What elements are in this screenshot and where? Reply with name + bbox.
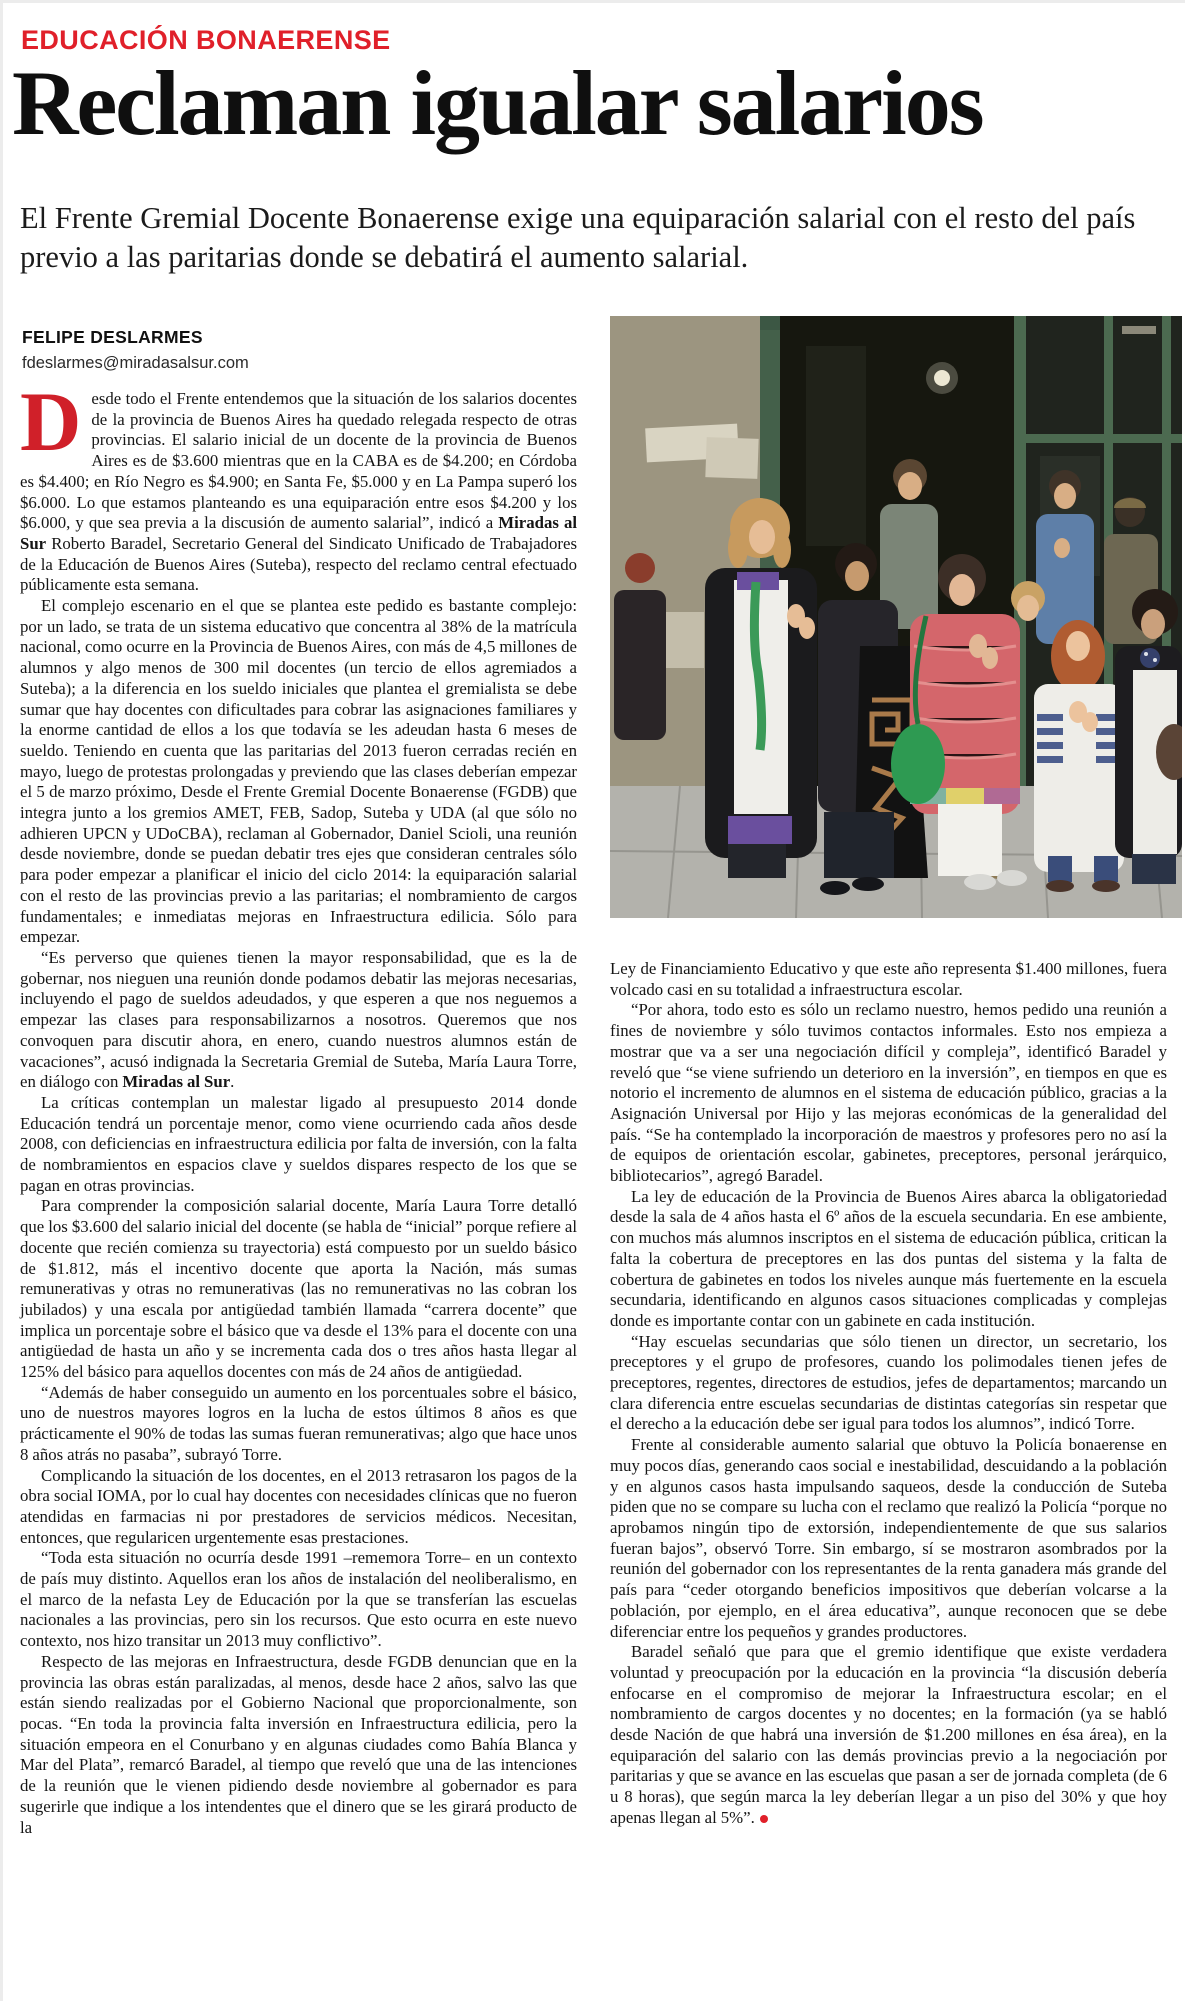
byline-email: fdeslarmes@miradasalsur.com bbox=[22, 354, 249, 372]
article-paragraph: “Por ahora, todo esto es sólo un reclamo nuestro, hemos pedido una reunión a fines de noviembre y sólo tuvimos contactos informales. Esto nos empieza a mostrar que va a ser una negociación difícil y compleja”, identificó Baradel y reveló que “se viene sufriendo un deterioro en la inversión”, en tiempos en que es notorio el incremento de alumnos en el sistema de educación público, gracias a la Asignación Universal por Hijo y las mejoras económicas de la generalidad del país. “Se ha contemplado la incorporación de maestros y profesores pero no así la de equipos de orientación escolar, gabinetes, preceptores, personal jerárquico, bibliotecarios”, agregó Baradel. bbox=[610, 1000, 1167, 1186]
article-paragraph: El complejo escenario en el que se plantea este pedido es bastante complejo: por un lado, se trata de un sistema educativo que concentra al 38% de la matrícula nacional, como ocurre en la Provincia de Buenos Aires, con más de 4,5 millones de alumnos y algo menos de 300 mil docentes (un tercio de ellos agremiados a Suteba); a la diferencia en los sueldo iniciales que plantea el gremialista se debe sumar que hay docentes con dificultades para cobrar las asignaciones familiares y la enorme cantidad de ellos a los que todavía se les adeudan hasta 6 meses de sueldo. Teniendo en cuenta que las paritarias del 2013 fueron cerradas recién en mayo, luego de protestas prolongadas y previendo que las clases deberían empezar el 5 de marzo próximo, Desde el Frente Gremial Docente Bonaerense (FGDB) que integra junto a los gremios AMET, FEB, Sadop, Suteba y UDA (al que sólo no adhieren UPCN y UDoCBA), reclaman al Gobernador, Daniel Scioli, una reunión desde noviembre, donde se puedan debatir tres ejes que consideran centrales sólo para poder empezar a planificar el inicio del ciclo 2014: la equiparación salarial con el resto de las provincias previo a las paritarias; el nombramiento de cargos fundamentales; e inmediatas mejoras en Infraestructura edilicia. Sólo para empezar. bbox=[20, 596, 577, 947]
article-column-right bbox=[610, 959, 1167, 1969]
article-paragraph: Complicando la situación de los docentes, en el 2013 retrasaron los pagos de la obra social IOMA, por lo cual hay docentes con necesidades clínicas que no fueron atendidas en farmacias ni por prestadores de servicios médicos. Necesitan, entonces, que regularicen urgentemente esas prestaciones. bbox=[20, 1465, 577, 1547]
drop-cap: D bbox=[20, 375, 82, 469]
protest-photo-illustration bbox=[610, 316, 1182, 918]
article-paragraph: Para comprender la composición salarial docente, María Laura Torre detalló que los $3.600 del salario inicial del docente (se habla de “inicial” porque refiere al docente que recién comienza su trayectoria) está compuesto por un sueldo básico de $1.812, más el incentivo docente que aporta la Nación, más sumas remunerativas y otras no remunerativas (las no remunerativas no las cobran los jubilados) y una escala por antigüedad también llamada “carrera docente” que implica un porcentaje sobre el básico que va desde el 13% para el docente con una antigüedad de hasta un año y se incrementa cada dos o tres años hasta llegar al 125% del básico para aquellos docentes con más de 24 años de antigüedad. bbox=[20, 1196, 577, 1382]
article-deck: El Frente Gremial Docente Bonaerense exige una equiparación salarial con el resto del país previo a las paritarias donde se debatirá el aumento salarial. bbox=[20, 201, 1136, 274]
end-of-article-dot bbox=[760, 1815, 768, 1823]
section-kicker: EDUCACIÓN BONAERENSE bbox=[21, 25, 391, 55]
article-paragraph: “Hay escuelas secundarias que sólo tienen un director, un secretario, los preceptores y el grupo de profesores, cuando los polimodales tienen jefes de preceptores, regentes, directores de estudios, jefes de departamentos; marcando un clara diferencia entre escuelas secundarias de distintas categorías sin respetar que el derecho a la educación debe ser igual para todos los alumnos”, indicó Torre. bbox=[610, 1331, 1167, 1434]
article-paragraph: “Es perverso que quienes tienen la mayor responsabilidad, que es la de gobernar, nos nieguen una reunión donde podamos debatir las mejoras necesarias, incluyendo el pago de sueldos adeudados, y que esperen a que nos neguemos a empezar las clases para responsabilizarnos a nosotros. Queremos que nos convoquen para discutir ahora, en enero, cuando nuestros alumnos están de vacaciones”, acusó indignada la Secretaria Gremial de Suteba, María Laura Torre, en diálogo con Miradas al Sur. bbox=[20, 947, 577, 1092]
article-paragraph: Frente al considerable aumento salarial que obtuvo la Policía bonaerense en muy pocos días, generando caos social e inestabilidad, descuidando a la población y en algunos casos hasta impulsando saqueos, desde la conducción de Suteba piden que no se compare su lucha con el reclamo que realizó la Policía “porque no aprobamos ningún tipo de extorsión, independientemente de que sus salarios fueran bajos”, observó Torre. Sin embargo, sí se mostraron asombrados por la reunión del gobernador con los representantes de la renta ganadera más grande del país para “ceder otorgando beneficios impositivos que deberían volcarse a la población, por ejemplo, en el área educativa”, aunque reconocen que se debe diferenciar entre los pequeños y grandes productores. bbox=[610, 1435, 1167, 1641]
article-paragraph: “Toda esta situación no ocurría desde 1991 –rememora Torre– en un contexto de país muy distinto. Aquellos eran los años de instalación del neoliberalismo, en el marco de la nefasta Ley de Educación por la que se transferían las escuelas nacionales a las provincias, pero sin los recursos. Que esto ocurra en este nuevo contexto, nos hizo transitar un 2013 muy conflictivo”. bbox=[20, 1548, 577, 1651]
article-paragraph: Baradel señaló que para que el gremio identifique que existe verdadera voluntad y preocupación por la educación en la provincia “la discusión debería enfocarse en el compromiso de mejorar la Infraestructura escolar; en el nombramiento de cargos docentes y no docentes; en la formación (ya se habló desde Nación de que habrá una inversión de $1.200 millones en ésa área), en la equiparación del salario con las demás provincias previo a la negociación por paritarias y que se avance en las escuelas que pasan a ser de jornada completa (de 6 u 8 horas), que según marca la ley deberían llegar a un piso del 30% y que hoy apenas llegan al 5%”. bbox=[610, 1642, 1167, 1827]
byline-author: FELIPE DESLARMES bbox=[22, 327, 203, 347]
byline bbox=[22, 327, 249, 373]
article-paragraph: La críticas contemplan un malestar ligado al presupuesto 2014 donde Educación tendrá un porcentaje menor, como viene ocurriendo cada años desde 2008, con deficiencias en infraestructura edilicia por falta de inversión, con la falta de nombramientos en espacios clave y sueldos dispares respecto de los que se pagan en otras provincias. bbox=[20, 1092, 577, 1195]
article-column-left bbox=[20, 375, 577, 1964]
article-photo bbox=[610, 316, 1182, 918]
article-paragraph: La ley de educación de la Provincia de Buenos Aires abarca la obligatoriedad desde la sala de 4 años hasta el 6º años de la escuela secundaria. En ese ambiente, con muchos más alumnos inscriptos en el sistema de educación pública, critican la falta la cobertura de preceptores en las dos puntas del sistema y la falta de cobertura de gabinetes en todos los niveles aunque más fuertemente en la escuela secundaria, identificando en algunos casos situaciones complicadas y complejas donde es importante contar con un gabinete en cada institución. bbox=[610, 1186, 1167, 1330]
article-paragraph: Respecto de las mejoras en Infraestructura, desde FGDB denuncian que en la provincia las obras están paralizadas, al menos, desde hace 2 años, salvo las que están siendo realizadas por el Gobierno Nacional que proporcionalmente, son pocas. “En toda la provincia falta inversión en Infraestructura edilicia, pero la situación empeora en el Conurbano y en algunas ciudades como Bahía Blanca y Mar del Plata”, remarcó Baradel, al tiempo que reveló que una de las intenciones de la reunión que le vienen pidiendo desde noviembre al gobernador es para sugerirle que indique a los intendentes que el dinero que se les girará producto de la bbox=[20, 1651, 577, 1837]
article-paragraph: Ley de Financiamiento Educativo y que este año representa $1.400 millones, fuera volcado casi en su totalidad a infraestructura escolar. bbox=[610, 959, 1167, 999]
article-headline: Reclaman igualar salarios bbox=[12, 52, 983, 154]
article-paragraph: Desde todo el Frente entendemos que la situación de los salarios docentes de la provincia de Buenos Aires ha quedado relegada respecto de otras provincias. El salario inicial de un docente de la provincia de Buenos Aires es de $3.600 mientras que en la CABA es de $4.200; en Córdoba es $4.400; en Río Negro es $4.900; en Santa Fe, $5.000 y en La Pampa superó los $6.000. Lo que estamos planteando es una equiparación entre esos $4.200 y los $6.000, y que sea previa a la discusión de aumento salarial”, indicó a Miradas al Sur Roberto Baradel, Secretario General del Sindicato Unificado de Trabajadores de la Educación de Buenos Aires (Suteba), respecto del reclamo central efectuado públicamente esta semana. bbox=[20, 375, 577, 595]
article-paragraph: “Además de haber conseguido un aumento en los porcentuales sobre el básico, uno de nuestros mayores logros en la lucha de estos últimos 8 años es que prácticamente el 90% de todas las sumas fueran remunerativas; algo que hace unos 8 años atrás no pasaba”, subrayó Torre. bbox=[20, 1382, 577, 1464]
